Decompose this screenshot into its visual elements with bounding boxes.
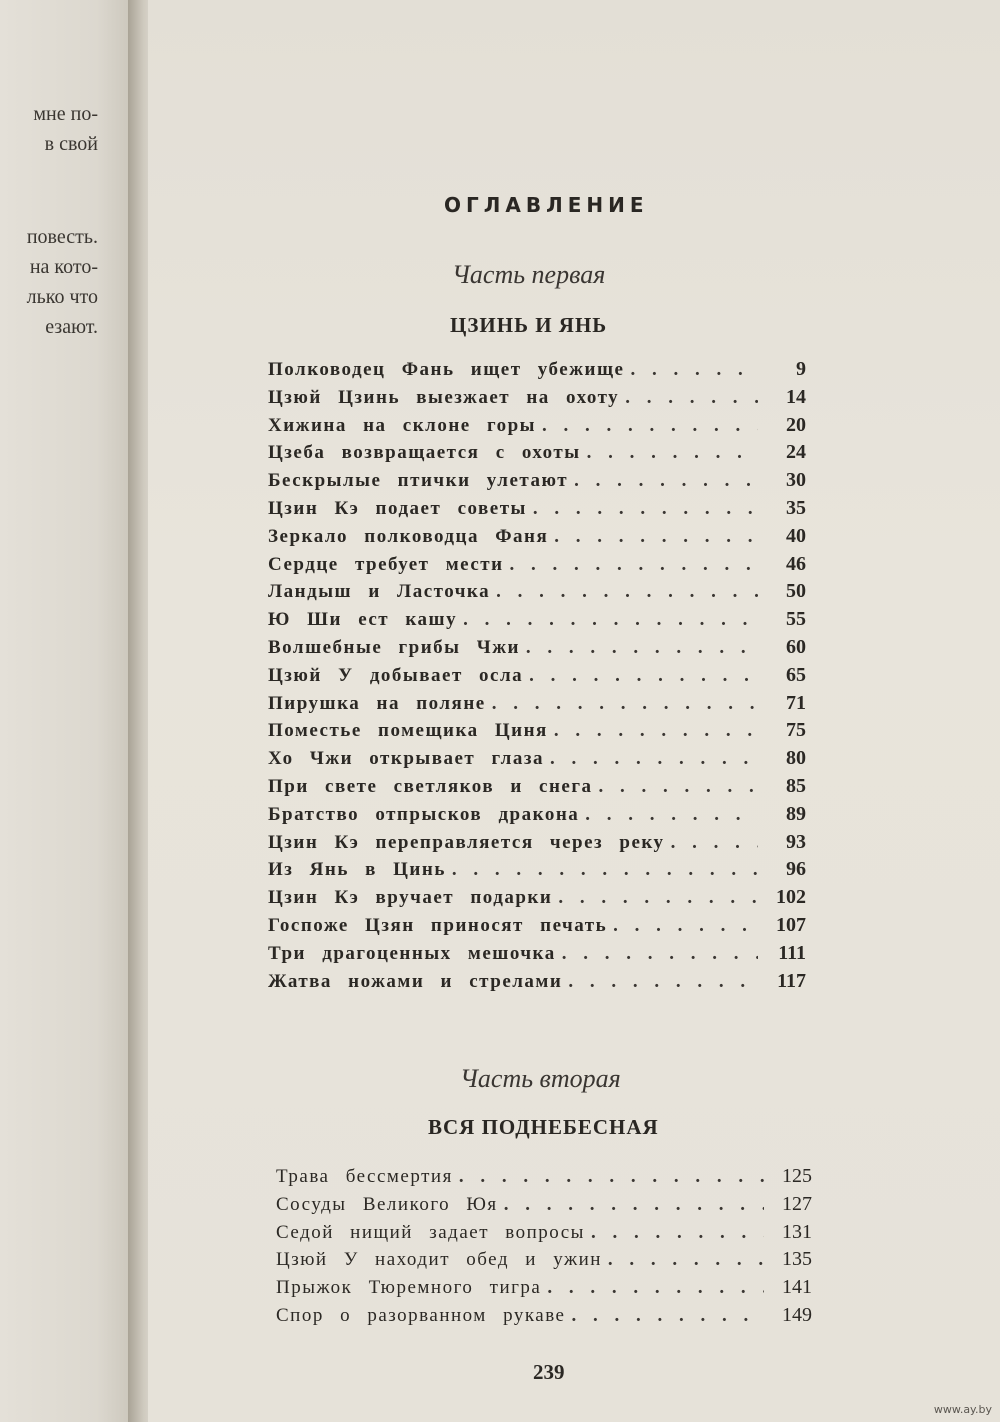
toc-leader-dots (459, 1166, 764, 1188)
toc-leader-dots (533, 498, 758, 520)
toc-leader-dots (554, 526, 758, 548)
contents-heading: ОГЛАВЛЕНИЕ (444, 193, 649, 217)
toc-entry-page: 46 (786, 553, 806, 575)
toc-leader-dots (492, 693, 758, 715)
toc-entry-title: Трава бессмертия (276, 1166, 453, 1187)
toc-leader-dots (547, 1277, 764, 1299)
toc-entry-page: 20 (786, 414, 806, 436)
toc-entry (268, 497, 806, 525)
toc-entry-page: 75 (786, 719, 806, 741)
toc-entry (268, 414, 806, 442)
toc-leader-dots (562, 943, 758, 965)
toc-leader-dots (568, 971, 758, 993)
toc-entry-title: При свете светляков и снега (268, 776, 593, 797)
toc-entry-title: Ландыш и Ласточка (268, 581, 491, 602)
toc-entry-title: Цзин Кэ переправляется через реку (268, 832, 665, 853)
toc-leader-dots (496, 581, 758, 603)
toc-entry-page: 102 (776, 886, 806, 908)
toc-leader-dots (554, 720, 758, 742)
toc-entry-page: 71 (786, 692, 806, 714)
toc-leader-dots (591, 1222, 764, 1244)
toc-entry (268, 358, 806, 386)
left-page-fragment: на кото- (29, 256, 98, 278)
toc-entry-title: Госпоже Цзян приносят печать (268, 915, 608, 936)
toc-entry-title: Спор о разорванном рукаве (276, 1305, 566, 1326)
toc-entry (268, 914, 806, 942)
left-page-fragment: лько что (26, 286, 98, 308)
toc-entry-title: Поместье помещика Циня (268, 720, 548, 741)
toc-leader-dots (574, 470, 758, 492)
toc-entry (268, 469, 806, 497)
toc-leader-dots (599, 776, 759, 798)
toc-entry (268, 525, 806, 553)
toc-entry-page: 111 (778, 942, 806, 964)
toc-entry-title: Братство отпрысков дракона (268, 804, 580, 825)
toc-entry-page: 60 (786, 636, 806, 658)
toc-entry (276, 1276, 812, 1304)
toc-entry-page: 85 (786, 775, 806, 797)
watermark: www.ay.by (933, 1403, 992, 1416)
toc-leader-dots (529, 665, 758, 687)
toc-entry-page: 135 (782, 1248, 812, 1270)
part-two-label: Часть вторая (460, 1064, 621, 1093)
toc-entry-title: Ю Ши ест кашу (268, 609, 458, 630)
part-two-section-title: ВСЯ ПОДНЕБЕСНАЯ (428, 1115, 659, 1139)
toc-entry-title: Сосуды Великого Юя (276, 1194, 498, 1215)
toc-entry-page: 65 (786, 664, 806, 686)
toc-entry-title: Три драгоценных мешочка (268, 943, 556, 964)
toc-leader-dots (463, 609, 758, 631)
toc-leader-dots (572, 1305, 765, 1327)
toc-entry-title: Волшебные грибы Чжи (268, 637, 520, 658)
toc-entry (276, 1248, 812, 1276)
toc-entry (268, 580, 806, 608)
toc-entry (268, 636, 806, 664)
toc-entry-page: 125 (782, 1165, 812, 1187)
toc-entry-page: 107 (776, 914, 806, 936)
toc-leader-dots (671, 832, 758, 854)
page-number: 239 (533, 1360, 565, 1384)
part-one-label: Часть первая (452, 260, 606, 289)
toc-entry (268, 441, 806, 469)
toc-leader-dots (550, 748, 758, 770)
toc-leader-dots (558, 887, 758, 909)
toc-entry-page: 93 (786, 831, 806, 853)
toc-entry (268, 831, 806, 859)
toc-leader-dots (542, 415, 758, 437)
toc-leader-dots (630, 359, 758, 381)
left-page-fragment: езают. (45, 316, 98, 338)
toc-entry-page: 80 (786, 747, 806, 769)
toc-entry (268, 803, 806, 831)
part-one-section-title: ЦЗИНЬ И ЯНЬ (450, 313, 608, 337)
toc-leader-dots (625, 387, 758, 409)
toc-entry (268, 608, 806, 636)
toc-entry (268, 747, 806, 775)
toc-entry (268, 386, 806, 414)
toc-entry (276, 1165, 812, 1193)
left-page-fragment: мне по- (33, 103, 98, 125)
toc-entry-title: Цзюй У добывает осла (268, 665, 524, 686)
toc-entry-page: 141 (782, 1276, 812, 1298)
toc-entry-page: 14 (786, 386, 806, 408)
toc-entry-page: 117 (777, 970, 806, 992)
toc-entry-page: 96 (786, 858, 806, 880)
toc-entry (268, 553, 806, 581)
toc-entry (276, 1304, 812, 1332)
toc-leader-dots (452, 859, 758, 881)
toc-entry (268, 970, 806, 998)
left-page-fragment: повесть. (26, 226, 98, 248)
toc-entry-title: Из Янь в Цинь (268, 859, 446, 880)
toc-entry-title: Полководец Фань ищет убежище (268, 359, 625, 380)
toc-entry-title: Бескрылые птички улетают (268, 470, 569, 491)
toc-entry (268, 886, 806, 914)
toc-entry-page: 89 (786, 803, 806, 825)
toc-leader-dots (585, 804, 758, 826)
toc-entry-title: Прыжок Тюремного тигра (276, 1277, 542, 1298)
toc-entry (268, 719, 806, 747)
left-page (0, 0, 138, 1422)
toc-entry (276, 1193, 812, 1221)
toc-entry-page: 149 (782, 1304, 812, 1326)
toc-entry (268, 692, 806, 720)
toc-entry (268, 775, 806, 803)
toc-entry-title: Жатва ножами и стрелами (268, 971, 563, 992)
toc-entry-title: Пирушка на поляне (268, 693, 486, 714)
toc-entry (268, 858, 806, 886)
toc-entry-title: Хо Чжи открывает глаза (268, 748, 544, 769)
toc-entry-page: 127 (782, 1193, 812, 1215)
toc-leader-dots (587, 442, 758, 464)
toc-entry (268, 942, 806, 970)
left-page-fragment: в свой (44, 133, 98, 155)
toc-entry-title: Седой нищий задает вопросы (276, 1222, 585, 1243)
toc-entry-page: 55 (786, 608, 806, 630)
toc-entry-title: Цзин Кэ вручает подарки (268, 887, 553, 908)
toc-entry-title: Сердце требует мести (268, 554, 504, 575)
toc-entry-title: Цзюй У находит обед и ужин (276, 1249, 602, 1270)
toc-entry (268, 664, 806, 692)
toc-entry-page: 35 (786, 497, 806, 519)
toc-leader-dots (510, 554, 758, 576)
toc-leader-dots (608, 1249, 764, 1271)
toc-entry-page: 50 (786, 580, 806, 602)
toc-entry-title: Цзин Кэ подает советы (268, 498, 527, 519)
toc-leader-dots (526, 637, 758, 659)
toc-entry (276, 1221, 812, 1249)
toc-entry-page: 131 (782, 1221, 812, 1243)
toc-entry-page: 30 (786, 469, 806, 491)
toc-entry-title: Хижина на склоне горы (268, 415, 537, 436)
toc-leader-dots (613, 915, 758, 937)
toc-entry-title: Цзюй Цзинь выезжает на охоту (268, 387, 620, 408)
toc-entry-title: Зеркало полководца Фаня (268, 526, 549, 547)
toc-entry-page: 40 (786, 525, 806, 547)
toc-leader-dots (504, 1194, 764, 1216)
toc-entry-title: Цзеба возвращается с охоты (268, 442, 581, 463)
toc-entry-page: 9 (796, 358, 806, 380)
toc-entry-page: 24 (786, 441, 806, 463)
